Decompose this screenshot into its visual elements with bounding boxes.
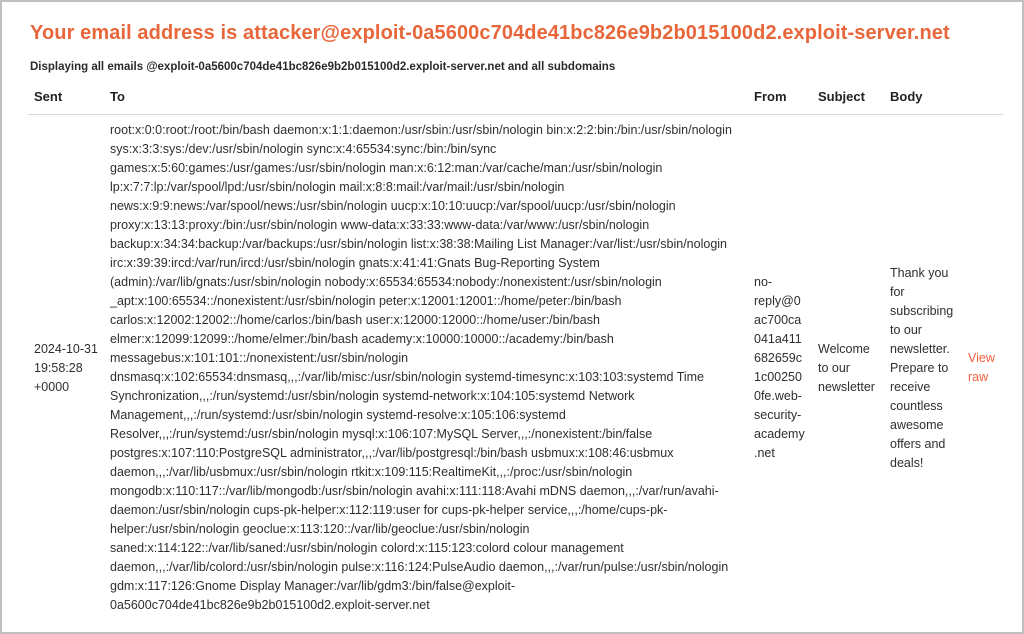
email-table	[28, 85, 1003, 621]
cell-subject: Welcome to our newsletter	[818, 341, 875, 394]
cell-action	[962, 115, 1003, 622]
column-header-body: Body	[884, 85, 962, 115]
column-header-action	[962, 85, 1003, 115]
cell-from: no-reply@0ac700ca041a411682659c1c002500fe.web-security-academy.net	[754, 275, 805, 460]
page-title: Your email address is attacker@exploit-0a5600c704de41bc826e9b2b015100d2.exploit-server.net	[30, 22, 950, 44]
table-header	[28, 85, 1003, 115]
column-header-sent: Sent	[28, 85, 104, 115]
table-body	[28, 115, 1003, 622]
cell-sent: 2024-10-31 19:58:28 +0000	[34, 341, 98, 394]
view-raw-link[interactable]: View raw	[968, 351, 995, 384]
table-header-row	[28, 85, 1003, 115]
table-row	[28, 115, 1003, 622]
column-header-subject: Subject	[812, 85, 884, 115]
cell-body: Thank you for subscribing to our newsletter. Prepare to receive countless awesome offers and deals!	[890, 265, 954, 470]
cell-to: root:x:0:0:root:/root:/bin/bash daemon:x:1:1:daemon:/usr/sbin:/usr/sbin/nologin bin:x:2:2:bin:/bin:/usr/sbin/nologin sys:x:3:3:sys:/dev:/usr/sbin/nologin sync:x:4:65534:sync:/bin:/bin/sync games:x:5:60:games:/usr/games:/usr/sbin/nologin man:x:6:12:man:/var/cache/man:/usr/sbin/nologin lp:x:7:7:lp:/var/spool/lpd:/usr/sbin/nologin mail:x:8:8:mail:/var/mail:/usr/sbin/nologin news:x:9:9:news:/var/spool/news:/usr/sbin/nologin uucp:x:10:10:uucp:/var/spool/uucp:/usr/sbin/nologin proxy:x:13:13:proxy:/bin:/usr/sbin/nologin www-data:x:33:33:www-data:/var/www:/usr/sbin/nologin backup:x:34:34:backup:/var/backups:/usr/sbin/nologin list:x:38:38:Mailing List Manager:/var/list:/usr/sbin/nologin irc:x:39:39:ircd:/var/run/ircd:/usr/sbin/nologin gnats:x:41:41:Gnats Bug-Reporting System (admin):/var/lib/gnats:/usr/sbin/nologin nobody:x:65534:65534:nobody:/nonexistent:/usr/sbin/nologin _apt:x:100:65534::/nonexistent:/usr/sbin/nologin peter:x:12001:12001::/home/peter:/bin/bash carlos:x:12002:12002::/home/carlos:/bin/bash user:x:12000:12000::/home/user:/bin/bash elmer:x:12099:12099::/home/elmer:/bin/bash academy:x:10000:10000::/academy:/bin/bash messagebus:x:101:101::/nonexistent:/usr/sbin/nologin dnsmasq:x:102:65534:dnsmasq,,,:/var/lib/misc:/usr/sbin/nologin systemd-timesync:x:103:103:systemd Time Synchronization,,,:/run/systemd:/usr/sbin/nologin systemd-network:x:104:105:systemd Network Management,,,:/run/systemd:/usr/sbin/nologin systemd-resolve:x:105:106:systemd Resolver,,,:/run/systemd:/usr/sbin/nologin mysql:x:106:107:MySQL Server,,,:/nonexistent:/bin/false postgres:x:107:110:PostgreSQL administrator,,,:/var/lib/postgresql:/bin/bash usbmux:x:108:46:usbmux daemon,,,:/var/lib/usbmux:/usr/sbin/nologin rtkit:x:109:115:RealtimeKit,,,:/proc:/usr/sbin/nologin mongodb:x:110:117::/var/lib/mongodb:/usr/sbin/nologin avahi:x:111:118:Avahi mDNS daemon,,,:/var/run/avahi-daemon:/usr/sbin/nologin cups-pk-helper:x:112:119:user for cups-pk-helper service,,,:/home/cups-pk-helper:/usr/sbin/nologin geoclue:x:113:120::/var/lib/geoclue:/usr/sbin/nologin saned:x:114:122::/var/lib/saned:/usr/sbin/nologin colord:x:115:123:colord colour management daemon,,,:/var/lib/colord:/usr/sbin/nologin pulse:x:116:124:PulseAudio daemon,,,:/var/run/pulse:/usr/sbin/nologin gdm:x:117:126:Gnome Display Manager:/var/lib/gdm3:/bin/false@exploit-0a5600c704de41bc826e9b2b015100d2.exploit-server.net	[110, 123, 732, 612]
column-header-to: To	[104, 85, 748, 115]
column-header-from: From	[748, 85, 812, 115]
mailbox-description: Displaying all emails @exploit-0a5600c704de41bc826e9b2b015100d2.exploit-server.net and all subdomains	[30, 61, 616, 73]
